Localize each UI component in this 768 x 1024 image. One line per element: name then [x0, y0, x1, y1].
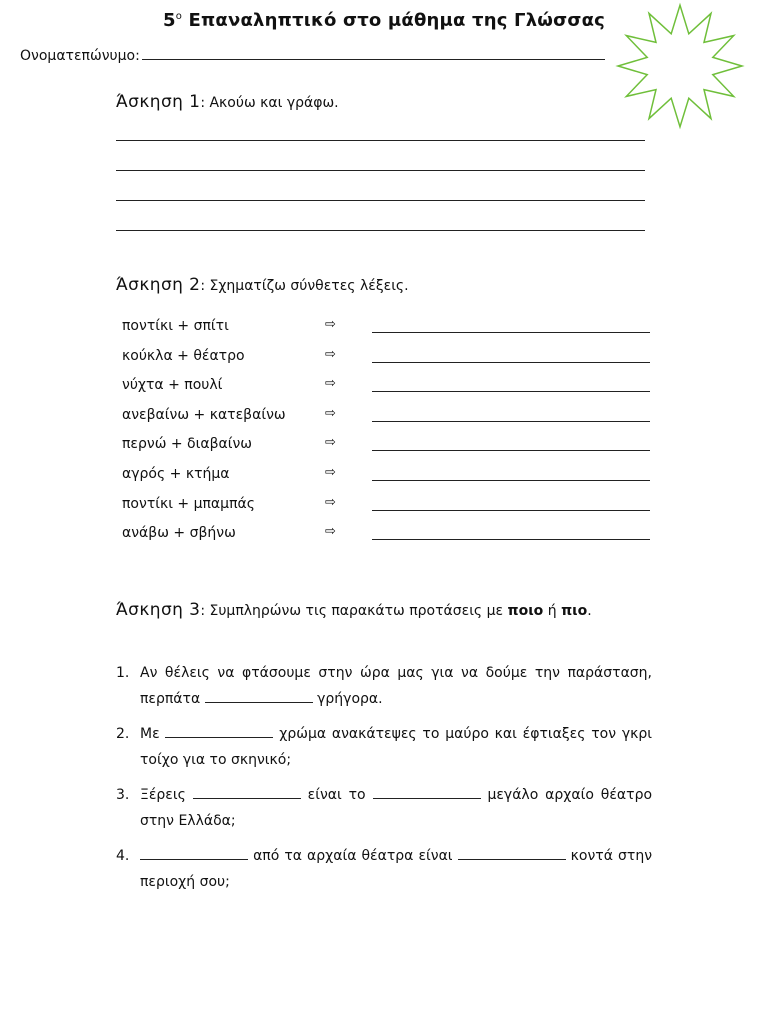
- item-number: 4.: [116, 848, 130, 864]
- compound-answer-line[interactable]: [372, 480, 650, 481]
- compound-words: ποντίκι + σπίτι: [122, 318, 229, 334]
- exercise3-item: [116, 660, 652, 712]
- compound-row: [122, 403, 652, 433]
- exercise3-item: [116, 721, 652, 773]
- exercise3-list: [116, 660, 652, 904]
- item-text-middle: είναι το: [307, 787, 366, 803]
- grade-star-icon: [606, 2, 754, 130]
- compound-row: [122, 492, 652, 522]
- dictation-line[interactable]: [116, 170, 645, 171]
- exercise1-heading: Άσκηση 1: [116, 92, 201, 112]
- arrow-right-icon: ⇨: [325, 317, 336, 332]
- item-text-after: μεγάλο αρχαίο θέατρο στην Ελλάδα;: [140, 787, 653, 829]
- item-text-after: κοντά στην περιοχή σου;: [140, 848, 653, 890]
- item-text-after: γρήγορα.: [317, 691, 383, 707]
- fill-blank[interactable]: [458, 845, 566, 860]
- name-input-line[interactable]: [142, 59, 605, 60]
- title-superscript: ο: [175, 11, 183, 22]
- compound-answer-line[interactable]: [372, 450, 650, 451]
- item-number: 1.: [116, 665, 130, 681]
- arrow-right-icon: ⇨: [325, 376, 336, 392]
- compound-row: [122, 432, 652, 462]
- arrow-right-icon: ⇨: [325, 494, 336, 510]
- exercise3-title: [116, 594, 652, 627]
- item-text-after: χρώμα ανακάτεψες το μαύρο και έφτιαξες τον γκρι τοίχο για το σκηνικό;: [140, 726, 653, 768]
- item-number: 3.: [116, 787, 130, 803]
- exercise3-item: [116, 782, 652, 834]
- compound-words-list: [122, 314, 652, 551]
- exercise3-word2: πιο: [561, 603, 588, 619]
- item-text-before: Με: [140, 726, 160, 742]
- fill-blank[interactable]: [373, 784, 481, 799]
- compound-answer-line[interactable]: [372, 362, 650, 363]
- compound-words: αγρός + κτήμα: [122, 465, 230, 482]
- compound-row: [122, 373, 652, 403]
- dictation-line[interactable]: [116, 230, 645, 231]
- compound-words: περνώ + διαβαίνω: [122, 436, 253, 453]
- arrow-right-icon: ⇨: [325, 524, 336, 540]
- compound-answer-line[interactable]: [372, 391, 650, 392]
- exercise2-heading: Άσκηση 2: [116, 275, 201, 295]
- dictation-line[interactable]: [116, 140, 645, 141]
- exercise3-end: .: [587, 603, 592, 619]
- compound-words: ανάβω + σβήνω: [122, 525, 236, 542]
- exercise3-heading: Άσκηση 3: [116, 600, 201, 620]
- exercise1-title: [116, 92, 339, 112]
- exercise1-instruction: : Ακούω και γράφω.: [200, 95, 339, 111]
- fill-blank[interactable]: [165, 723, 273, 738]
- dictation-line[interactable]: [116, 200, 645, 201]
- compound-answer-line[interactable]: [372, 510, 650, 511]
- fill-blank[interactable]: [140, 845, 248, 860]
- exercise2-instruction: : Σχηματίζω σύνθετες λέξεις.: [200, 278, 409, 294]
- compound-answer-line[interactable]: [372, 421, 650, 422]
- compound-row: [122, 344, 652, 374]
- arrow-right-icon: ⇨: [325, 464, 336, 480]
- arrow-right-icon: ⇨: [325, 346, 336, 362]
- exercise3-item: [116, 843, 652, 895]
- item-text-before: Αν θέλεις να φτάσουμε στην ώρα μας για να δούμε την παράσταση, περπάτα: [140, 665, 652, 707]
- arrow-right-icon: ⇨: [325, 435, 336, 451]
- compound-words: ποντίκι + μπαμπάς: [122, 495, 255, 512]
- item-number: 2.: [116, 726, 130, 742]
- exercise2-title: [116, 275, 409, 295]
- compound-row: [122, 314, 652, 344]
- fill-blank[interactable]: [193, 784, 301, 799]
- compound-words: κούκλα + θέατρο: [122, 347, 245, 364]
- exercise3-instruction: : Συμπληρώνω τις παρακάτω προτάσεις με: [200, 603, 504, 619]
- compound-row: [122, 521, 652, 551]
- compound-words: νύχτα + πουλί: [122, 377, 223, 394]
- fill-blank[interactable]: [205, 688, 313, 703]
- exercise3-word1: ποιο: [507, 603, 544, 619]
- compound-answer-line[interactable]: [372, 539, 650, 540]
- compound-answer-line[interactable]: [372, 332, 650, 333]
- arrow-right-icon: ⇨: [325, 405, 336, 421]
- title-number: 5: [162, 10, 176, 31]
- item-text-before: Ξέρεις: [140, 787, 186, 803]
- exercise3-conj: ή: [547, 603, 557, 619]
- item-text-middle: από τα αρχαία θέατρα είναι: [253, 848, 453, 864]
- compound-words: ανεβαίνω + κατεβαίνω: [122, 406, 286, 423]
- compound-row: [122, 462, 652, 492]
- name-label: Ονοματεπώνυμο:: [20, 48, 140, 64]
- title-text: Επαναληπτικό στο μάθημα της Γλώσσας: [188, 10, 606, 31]
- name-row: [20, 42, 605, 64]
